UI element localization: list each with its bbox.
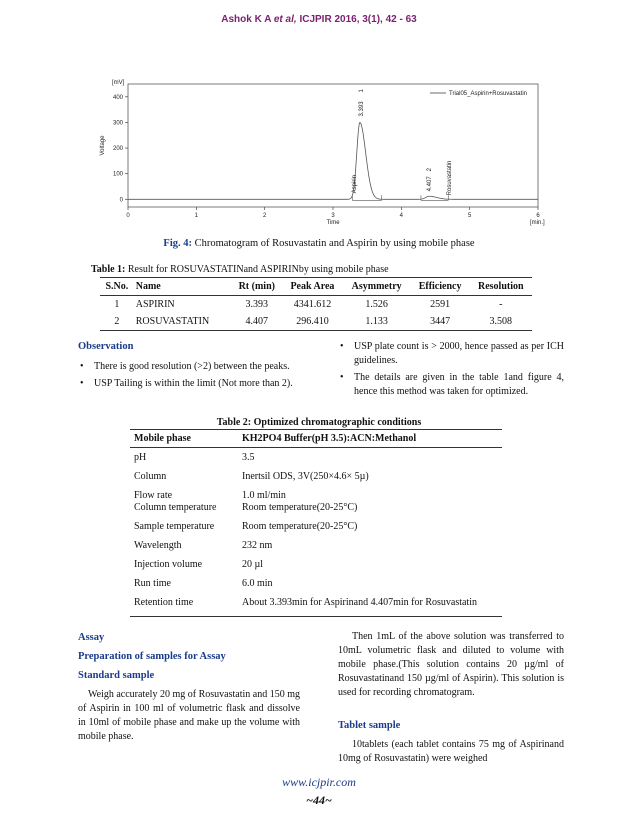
figure-caption-text: Chromatogram of Rosuvastatin and Aspirin by using mobile phase <box>194 238 475 249</box>
table-cell: Room temperature(20-25°C) <box>242 502 358 513</box>
dilution-text: Then 1mL of the above solution was transferred to 10mL volumetric flask and diluted to volume with mobile phase.(This solution contains 20 µg/ml of Rosuvastatinand 150 µg/ml of Aspirin). This solution is used for recording chromatogram. <box>338 631 564 698</box>
y-tick-label: 400 <box>112 94 123 101</box>
table-cell: 296.410 <box>282 313 342 331</box>
footer-url[interactable]: www.icjpir.com <box>282 775 356 789</box>
table-cell: Run time <box>134 578 171 589</box>
plot-frame <box>128 84 538 207</box>
figure-label: Fig. 4: <box>163 238 192 249</box>
table1-header-asymmetry: Asymmetry <box>343 278 411 296</box>
peak-name-label: Rosuvastatin <box>447 160 454 196</box>
x-tick-label: 0 <box>126 213 130 219</box>
table-row <box>100 296 532 314</box>
x-tick-label: 1 <box>194 213 199 219</box>
header-etal: et al, <box>273 14 297 25</box>
table-cell: 3.5 <box>242 452 255 463</box>
x-tick-label: 2 <box>262 213 267 219</box>
table-cell: 4341.612 <box>293 299 332 310</box>
peak-rt-label: 3.393 <box>358 101 365 117</box>
table-cell: Wavelength <box>134 540 182 551</box>
table-cell: Column temperature <box>134 502 217 513</box>
table-cell: Inertsil ODS, 3V(250×4.6× 5µ) <box>242 471 369 482</box>
y-unit-label: [mV] <box>112 80 125 86</box>
standard-sample-text: Weigh accurately 20 mg of Rosuvastatin and 150 mg of Aspirin in 100 ml of volumetric flask and dissolve in 10ml of mobile phase and make up the volume with mobile phase. <box>78 689 300 742</box>
x-tick-label: 6 <box>536 213 540 219</box>
table-cell: Sample temperature <box>134 521 215 532</box>
table-cell: 1.0 ml/min <box>242 490 286 501</box>
standard-sample-heading: Standard sample <box>78 670 155 681</box>
table-row <box>130 467 502 486</box>
x-tick-label: 4 <box>399 213 404 219</box>
header-journal: ICJPIR 2016, 3(1), 42 - 63 <box>299 14 417 25</box>
list-item: • USP Tailing is within the limit (Not more than 2). <box>78 377 300 391</box>
table-cell: Flow rate <box>134 490 173 501</box>
table-cell: Retention time <box>130 593 238 617</box>
table1-header-area: Peak Area <box>282 278 342 296</box>
table-cell: 1 <box>114 299 120 310</box>
table-cell: Column <box>134 471 167 482</box>
observation-left-list <box>78 360 300 394</box>
x-tick-label: 3 <box>331 213 335 219</box>
running-header <box>0 14 638 25</box>
chromatogram-trace <box>128 123 538 200</box>
table-cell: 232 nm <box>242 540 273 551</box>
table-cell: 2591 <box>430 299 451 310</box>
table-cell: 3.508 <box>470 313 532 331</box>
y-tick-label: 100 <box>112 171 123 178</box>
table-cell: ROSUVASTATIN <box>134 313 232 331</box>
list-item: • USP plate count is > 2000, hence passed as per ICH guidelines. <box>338 340 564 368</box>
table1-label: Table 1: <box>91 264 126 275</box>
table-row <box>130 536 502 555</box>
assay-prep-heading: Preparation of samples for Assay <box>78 651 226 662</box>
peak-name-label: Aspirin <box>351 174 358 194</box>
table-row <box>130 486 502 501</box>
tablet-sample-heading: Tablet sample <box>338 720 401 731</box>
x-axis-label: Time <box>326 220 340 226</box>
table-cell: ASPIRIN <box>135 299 175 310</box>
page-number: ~44~ <box>306 793 332 807</box>
table-row <box>130 555 502 574</box>
list-item: • The details are given in the table 1and figure 4, hence this method was taken for optimized. <box>338 371 564 399</box>
observation-heading: Observation <box>78 341 134 352</box>
table-row <box>130 593 502 617</box>
y-tick-label: 300 <box>112 120 123 127</box>
table-cell: pH <box>134 452 147 463</box>
table-cell: - <box>499 299 503 310</box>
table2-header-value: KH2PO4 Buffer(pH 3.5):ACN:Methanol <box>238 430 502 448</box>
table2-caption: Table 2: Optimized chromatographic conditions <box>216 417 422 428</box>
table-cell: 4.407 <box>231 313 282 331</box>
table1-caption <box>91 264 389 275</box>
peak-index-label: 2 <box>427 167 434 172</box>
table1-header-sno: S.No. <box>100 278 134 296</box>
header-author: Ashok K A <box>221 14 272 25</box>
table-cell: About 3.393min for Aspirinand 4.407min for Rosuvastatin <box>238 593 502 617</box>
table2-header-param: Mobile phase <box>130 430 238 448</box>
y-axis-label: Voltage <box>100 135 106 156</box>
table-cell: Injection volume <box>134 559 203 570</box>
peak-rt-label: 4.407 <box>427 176 434 192</box>
table-row <box>130 448 502 468</box>
chromatogram-chart <box>96 76 546 231</box>
table2 <box>130 429 502 617</box>
table-row <box>100 313 532 331</box>
table-row <box>130 574 502 593</box>
list-item: • There is good resolution (>2) between the peaks. <box>78 360 300 374</box>
legend-label: Trial05_Aspirin+Rosuvastatin <box>449 91 527 97</box>
tablet-sample-text: 10tablets (each tablet contains 75 mg of Aspirinand 10mg of Rosuvastatin) were weighed <box>338 739 564 764</box>
table1-header-efficiency: Efficiency <box>411 278 470 296</box>
observation-right-list <box>338 340 564 402</box>
table-cell: 20 µl <box>242 559 264 570</box>
table1-header-name: Name <box>134 278 232 296</box>
table-cell: 1.133 <box>343 313 411 331</box>
table1-header-rt: Rt (min) <box>231 278 282 296</box>
table1-caption-text: Result for ROSUVASTATINand ASPIRINby using mobile phase <box>127 264 389 275</box>
table1-header-row <box>100 278 532 296</box>
table-cell: 1.526 <box>365 299 388 310</box>
table-cell: 2 <box>100 313 134 331</box>
figure-caption <box>0 238 638 249</box>
table-cell: Room temperature(20-25°C) <box>242 521 358 532</box>
table2-header-row <box>130 430 502 448</box>
x-tick-label: 5 <box>467 213 472 219</box>
table-row <box>130 501 502 517</box>
peak-index-label: 1 <box>358 89 365 93</box>
table1-header-resolution: Resolution <box>470 278 532 296</box>
table-cell: 3447 <box>411 313 470 331</box>
x-unit-label: [min.] <box>530 220 545 226</box>
y-tick-label: 200 <box>112 146 123 153</box>
table-row <box>130 517 502 536</box>
table1 <box>100 277 532 331</box>
table-cell: 3.393 <box>245 299 269 310</box>
assay-heading: Assay <box>78 632 105 643</box>
y-tick-label: 0 <box>119 197 123 204</box>
table-cell: 6.0 min <box>242 578 273 589</box>
